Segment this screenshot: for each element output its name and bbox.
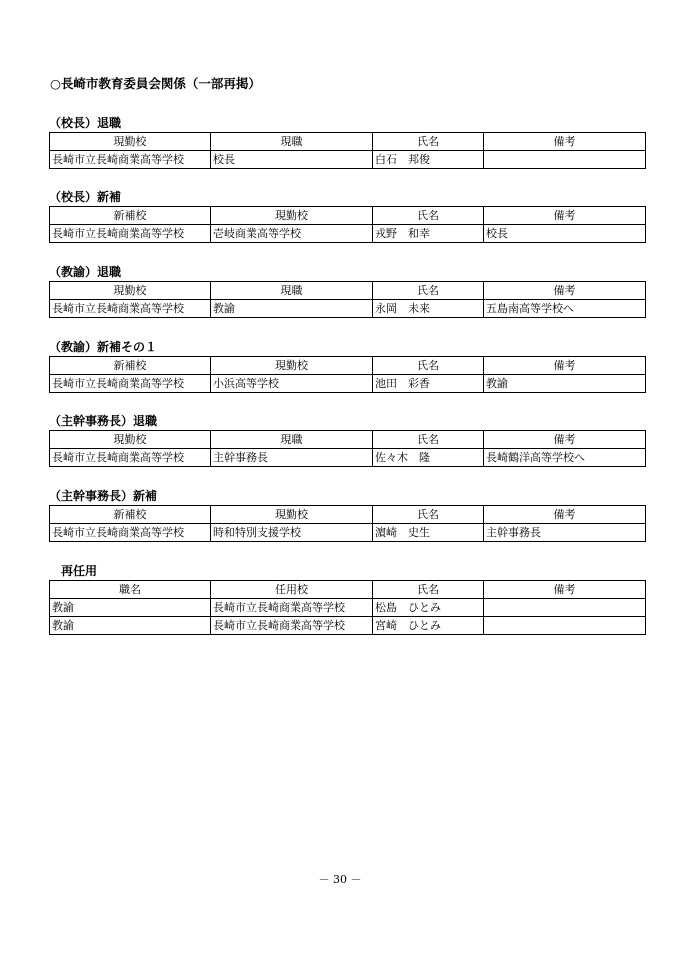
table-header-row — [50, 133, 646, 151]
personnel-table — [49, 132, 646, 169]
column-header: 氏名 — [373, 506, 484, 524]
table-cell: 長崎市立長崎商業高等学校 — [50, 300, 211, 318]
table-row — [50, 449, 646, 467]
column-header: 氏名 — [373, 357, 484, 375]
table-cell: 主幹事務長 — [211, 449, 373, 467]
table-cell: 長崎市立長崎商業高等学校 — [50, 449, 211, 467]
section-heading: （主幹事務長）新補 — [49, 489, 158, 503]
column-header: 備考 — [484, 357, 646, 375]
section-1 — [49, 115, 645, 169]
table-cell: 長崎市立長崎商業高等学校 — [211, 599, 373, 617]
table-row — [50, 151, 646, 169]
table-cell: 長崎市立長崎商業高等学校 — [50, 524, 211, 542]
column-header: 氏名 — [373, 207, 484, 225]
section-heading: （校長）退職 — [49, 116, 122, 130]
column-header: 備考 — [484, 282, 646, 300]
table-cell: 小浜高等学校 — [211, 375, 373, 393]
section-heading: （主幹事務長）退職 — [49, 414, 158, 428]
table-cell: 永岡 未来 — [373, 300, 484, 318]
table-header-row — [50, 207, 646, 225]
column-header: 任用校 — [211, 581, 373, 599]
table-cell: 長崎市立長崎商業高等学校 — [50, 225, 211, 243]
table-cell: 主幹事務長 — [484, 524, 646, 542]
table-cell: 教諭 — [484, 375, 646, 393]
column-header: 現勤校 — [50, 431, 211, 449]
table-row — [50, 375, 646, 393]
table-cell: 教諭 — [50, 599, 211, 617]
column-header: 備考 — [484, 133, 646, 151]
table-cell: 校長 — [484, 225, 646, 243]
section-5 — [49, 413, 645, 467]
section-heading: （教諭）新補その１ — [49, 340, 158, 354]
table-cell: 壱岐商業高等学校 — [211, 225, 373, 243]
column-header: 現職 — [211, 133, 373, 151]
section-7 — [49, 563, 645, 635]
table-row — [50, 617, 646, 635]
table-cell: 長崎市立長崎商業高等学校 — [211, 617, 373, 635]
table-cell — [484, 617, 646, 635]
column-header: 備考 — [484, 207, 646, 225]
column-header: 備考 — [484, 506, 646, 524]
personnel-table — [49, 281, 646, 318]
column-header: 職名 — [50, 581, 211, 599]
section-3 — [49, 264, 645, 318]
column-header: 新補校 — [50, 207, 211, 225]
table-header-row — [50, 431, 646, 449]
table-row — [50, 300, 646, 318]
section-heading: （校長）新補 — [49, 190, 122, 204]
table-row — [50, 599, 646, 617]
page-number: － 30 － — [318, 873, 362, 886]
table-cell: 宮崎 ひとみ — [373, 617, 484, 635]
table-row — [50, 524, 646, 542]
table-cell: 池田 彩香 — [373, 375, 484, 393]
column-header: 氏名 — [373, 133, 484, 151]
section-2 — [49, 189, 645, 243]
table-cell: 松島 ひとみ — [373, 599, 484, 617]
table-cell: 長崎市立長崎商業高等学校 — [50, 375, 211, 393]
column-header: 現職 — [211, 431, 373, 449]
column-header: 氏名 — [373, 282, 484, 300]
column-header: 現勤校 — [211, 357, 373, 375]
column-header: 現勤校 — [211, 207, 373, 225]
table-cell: 五島南高等学校へ — [484, 300, 646, 318]
personnel-table — [49, 356, 646, 393]
table-row — [50, 225, 646, 243]
personnel-table — [49, 505, 646, 542]
column-header: 新補校 — [50, 506, 211, 524]
column-header: 現勤校 — [211, 506, 373, 524]
table-header-row — [50, 581, 646, 599]
table-cell: 白石 邦俊 — [373, 151, 484, 169]
table-cell: 濵崎 史生 — [373, 524, 484, 542]
section-heading: （教諭）退職 — [49, 265, 122, 279]
table-cell: 教諭 — [50, 617, 211, 635]
table-cell: 戎野 和幸 — [373, 225, 484, 243]
personnel-table — [49, 580, 646, 635]
column-header: 備考 — [484, 581, 646, 599]
table-cell — [484, 599, 646, 617]
column-header: 現職 — [211, 282, 373, 300]
table-cell: 時和特別支援学校 — [211, 524, 373, 542]
table-header-row — [50, 506, 646, 524]
table-header-row — [50, 357, 646, 375]
section-6 — [49, 488, 645, 542]
column-header: 氏名 — [373, 431, 484, 449]
table-cell: 長崎市立長崎商業高等学校 — [50, 151, 211, 169]
table-header-row — [50, 282, 646, 300]
personnel-table — [49, 206, 646, 243]
table-cell: 校長 — [211, 151, 373, 169]
column-header: 現勤校 — [50, 133, 211, 151]
section-heading: 再任用 — [49, 564, 98, 578]
table-cell: 長崎鶴洋高等学校へ — [484, 449, 646, 467]
column-header: 氏名 — [373, 581, 484, 599]
column-header: 備考 — [484, 431, 646, 449]
section-4 — [49, 339, 645, 393]
personnel-table — [49, 430, 646, 467]
column-header: 新補校 — [50, 357, 211, 375]
column-header: 現勤校 — [50, 282, 211, 300]
document-title: ○長崎市教育委員会関係（一部再掲） — [50, 76, 261, 91]
table-cell: 教諭 — [211, 300, 373, 318]
table-cell: 佐々木 隆 — [373, 449, 484, 467]
table-cell — [484, 151, 646, 169]
